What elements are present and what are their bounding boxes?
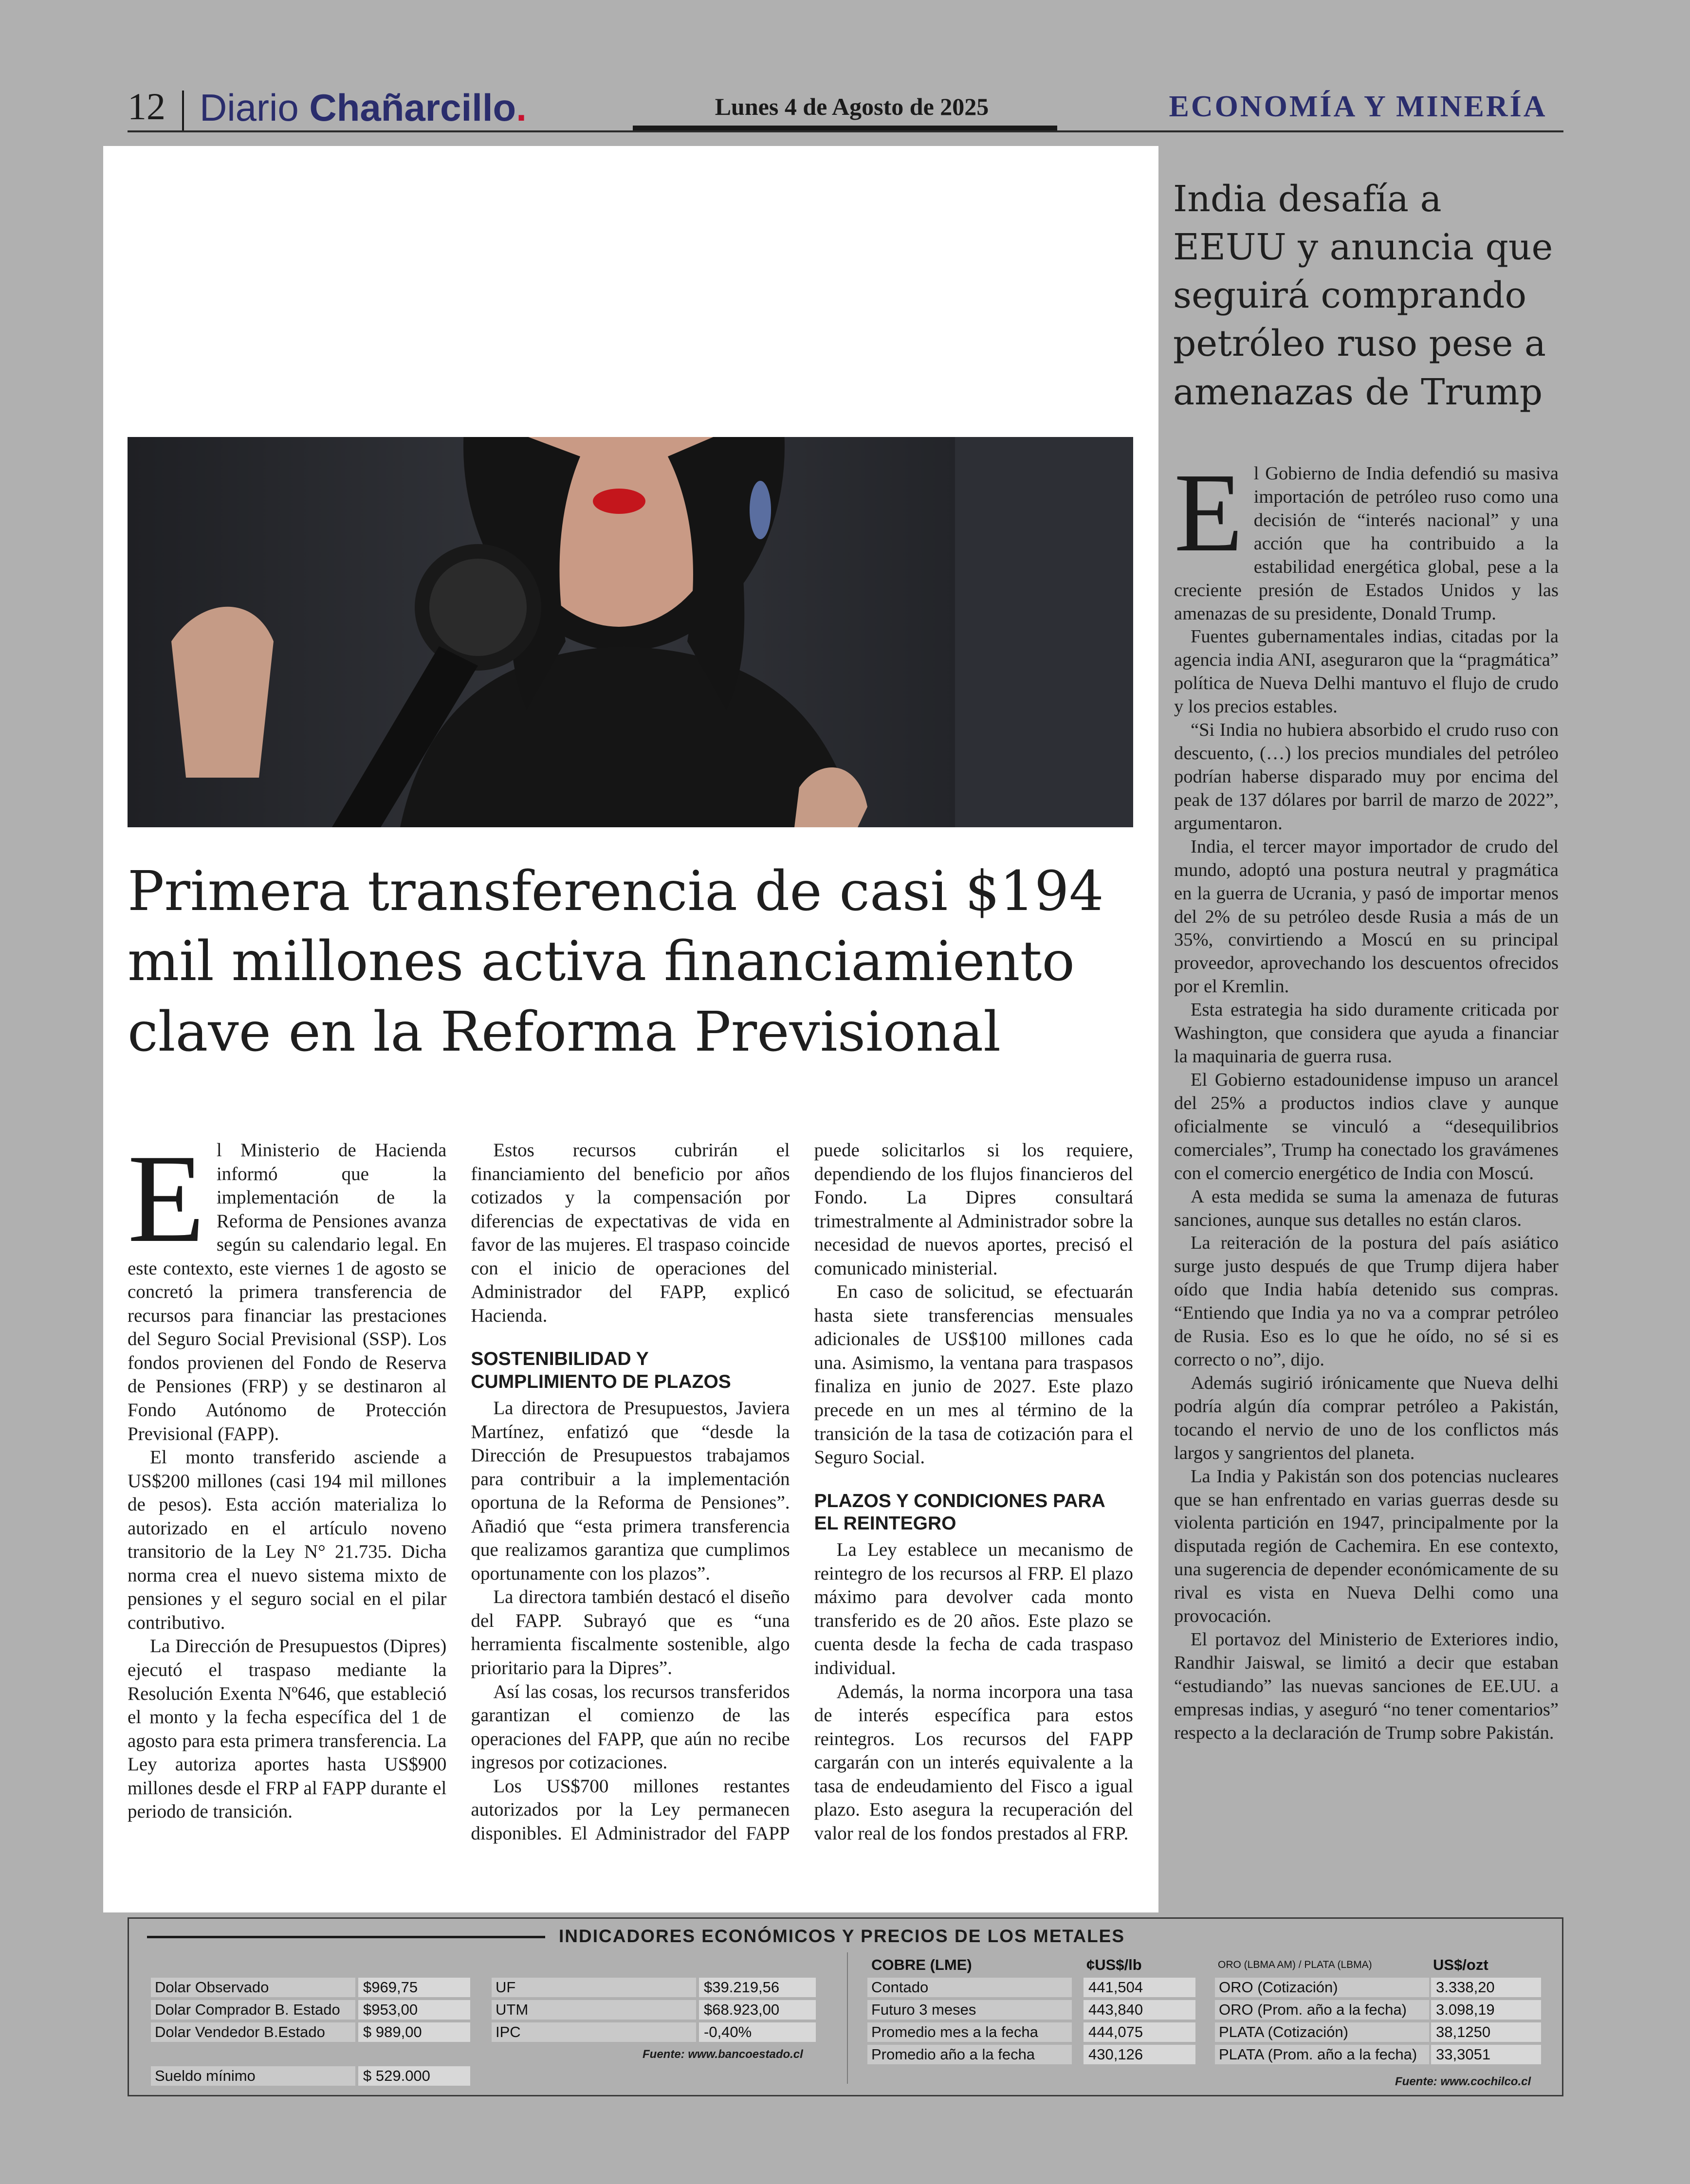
page-number: 12 [128,85,165,127]
side-paragraph: La India y Pakistán son dos potencias nucleares que se han enfrentado en varias guerras desde su violenta partición en 1947, principalmente por la disputada región de Cachemira. En ese contexto, una sugerencia de depender económicamente de su rival es vista en Nueva Delhi como una provocación. [1174,1466,1559,1627]
article-paragraph: En caso de solicitud, se efectuarán hasta siete transferencias mensuales adicionales de US$100 millones cada una. Asimismo, la ventana para traspasos finaliza en junio de 2027. Este plazo precede en un mes al término de la transición de la tasa de cotización para el Seguro Social. [814,1281,1133,1468]
indicators-title: INDICADORES ECONÓMICOS Y PRECIOS DE LOS METALES [545,1926,1139,1947]
copper-value: 430,126 [1084,2045,1195,2064]
indicator-value: $969,75 [358,1978,470,1997]
side-paragraph: A esta medida se suma la amenaza de futuras sanciones, aunque sus detalles no están claros. [1174,1186,1559,1230]
brand-light: Diario [200,86,310,129]
article-paragraph: La Dirección de Presupuestos (Dipres) ejecutó el traspaso mediante la Resolución Exenta Nº646, que estableció el monto y la fecha específica del 1 de agosto para esta primera transferencia. La Ley autoriza aportes hasta US$900 millones desde el FRP al FAPP durante el periodo de transición. [128,1636,447,1822]
indicator-label: Dolar Comprador B. Estado [151,2000,355,2020]
header-rule [128,130,1563,132]
main-article-body [128,1128,1133,1869]
indicator-value: $ 529.000 [358,2066,470,2086]
indicator-label: Sueldo mínimo [151,2066,355,2086]
article-paragraph: Estos recursos cubrirán el financiamiento del beneficio por años cotizados y la compensación por diferencias de expectativas de vida en favor de las mujeres. El traspaso coincide con el inicio de operaciones del Administrador del FAPP, explicó Hacienda. [471,1140,790,1326]
indicator-value: $68.923,00 [699,2000,816,2020]
side-paragraph: Esta estrategia ha sido duramente criticada por Washington, que considera que ayuda a financiar la maquinaria de guerra rusa. [1174,1000,1559,1067]
source-url: www.bancoestado.cl [688,2048,803,2061]
article-paragraph: El monto transferido asciende a US$200 millones (casi 194 mil millones de pesos). Esta acción materializa lo autorizado en el artículo noveno transitorio de la Ley N° 21.735. Dicha norma crea el nuevo sistema mixto de pensiones y el seguro social en el pilar contributivo. [128,1447,447,1633]
indicator-value: $953,00 [358,2000,470,2020]
indicator-value: $39.219,56 [699,1978,816,1997]
brand-bold: Chañarcillo [309,86,516,129]
metal-label: PLATA (Cotización) [1215,2022,1429,2042]
article-paragraph: La directora también destacó el diseño del FAPP. Subrayó que es “una herramienta fiscalmente sostenible, algo prioritario para la Dipres”. [471,1586,790,1678]
subheading: SOSTENIBILIDAD Y CUMPLIMIENTO DE PLAZOS [471,1348,731,1393]
side-paragraph: “Si India no hubiera absorbido el crudo ruso con descuento, (…) los precios mundiales del petróleo podrían haberse disparado muy por encima del peak de 137 dólares por barril de marzo de 2022”, argumentaron. [1174,720,1559,834]
indicator-label: Dolar Vendedor B.Estado [151,2022,355,2042]
copper-value: 443,840 [1084,2000,1195,2020]
metal-label: PLATA (Prom. año a la fecha) [1215,2045,1429,2064]
source-prefix: Fuente: [1395,2075,1441,2088]
article-paragraph: Así las cosas, los recursos transferidos garantizan el comienzo de las operaciones del FAPP, que aún no recibe ingresos por cotizaciones. [471,1681,790,1773]
side-paragraph: Fuentes gubernamentales indias, citadas por la agencia india ANI, aseguraron que la “pragmática” política de Nueva Delhi mantuvo el flujo de crudo y los precios estables. [1174,626,1559,717]
side-paragraph: El Gobierno estadounidense impuso un arancel del 25% a productos indios clave y aunque oficialmente se vinculó a “desequilibrios comerciales”, Trump ha conectado los gravámenes con el comercio energético de India con Moscú. [1174,1069,1559,1183]
article-paragraph: Además, la norma incorpora una tasa de interés específica para estos reintegros. Los recursos del FAPP cargarán con un interés equivalente a la tasa de endeudamiento del Fisco a igual plazo. Esto asegura la recuperación del valor real de los fondos prestados al FRP. [814,1681,1133,1844]
indicator-label: IPC [492,2022,696,2042]
copper-unit: ¢US$/lb [1086,1956,1142,1973]
paragraph-text: l Gobierno de India defendió su masiva importación de petróleo ruso como una decisión de “interés nacional” y una acción que ha contribuido a la estabilidad energética global, pese a la creciente presión de Estados Unidos y las amenazas de su presidente, Donald Trump. [1174,463,1559,624]
date-rule [633,126,1057,130]
copper-label: Contado [867,1978,1072,1997]
indicator-value: $ 989,00 [358,2022,470,2042]
metal-value: 3.098,19 [1431,2000,1541,2020]
side-paragraph: Además sugirió irónicamente que Nueva delhi podría algún día comprar petróleo a Pakistán, tocando el nervio de uno de los conflictos más largos y sangrientos del planeta. [1174,1372,1559,1463]
article-photo [128,437,1133,827]
side-headline: India desafía a EEUU y anuncia que seguirá comprando petróleo ruso pese a amenazas de Trump [1173,178,1553,413]
source-bancoestado [643,2048,803,2061]
copper-header: COBRE (LME) [871,1956,972,1973]
issue-date: Lunes 4 de Agosto de 2025 [715,93,989,120]
article-paragraph: La Ley establece un mecanismo de reintegro de los recursos al FRP. El plazo máximo para devolver cada monto transferido es de 20 años. Este plazo se cuenta desde la fecha de cada traspaso individual. [814,1539,1133,1678]
drop-cap: E [1174,450,1243,575]
source-url: www.cochilco.cl [1440,2075,1531,2088]
brand-divider [182,91,184,130]
brand-dot: . [516,86,527,129]
indicator-label: Dolar Observado [151,1978,355,1997]
article-paragraph [128,1128,447,1446]
paragraph-text: l Ministerio de Hacienda informó que la implementación de la Reforma de Pensiones avanza según su calendario legal. En este contexto, este viernes 1 de agosto se concretó la primera transferencia de recursos para financiar las prestaciones del Seguro Social Previsional (SSP). Los fondos provienen del Fondo de Reserva de Pensiones (FRP) y se destinaron al Fondo Autónomo de Protección Previsional (FAPP). [128,1140,447,1444]
newspaper-brand [200,86,527,129]
copper-value: 444,075 [1084,2022,1195,2042]
copper-label: Futuro 3 meses [867,2000,1072,2020]
article-paragraph: La directora de Presupuestos, Javiera Martínez, enfatizó que “desde la Dirección de Presupuestos trabajamos para contribuir a la implementación oportuna de la Reforma de Pensiones”. Añadió que “esta primera transferencia que realizamos garantiza que cumplimos oportunamente con los plazos”. [471,1397,790,1584]
side-paragraph: India, el tercer mayor importador de crudo del mundo, adoptó una postura neutral y pragmática en la guerra de Ucrania, y pasó de importar menos del 2% de su petróleo desde Rusia a más de un 35%, convirtiendo a Moscú en su principal proveedor, aprovechando los descuentos ofrecidos por el Kremlin. [1174,836,1559,997]
metal-value: 33,3051 [1431,2045,1541,2064]
side-paragraph: La reiteración de la postura del país asiático surge justo después de que Trump dijera haber oído que India había detenido sus compras. “Entiendo que India ya no va a comprar petróleo de Rusia. Eso es lo que he oído, no sé si es correcto o no”, dijo. [1174,1233,1559,1370]
speaker-photo-illustration [128,437,1133,827]
source-prefix: Fuente: [643,2048,688,2061]
side-paragraph [1174,450,1559,625]
indicators-divider [847,1952,848,2084]
metal-value: 38,1250 [1431,2022,1541,2042]
article-paragraph: Los US$700 millones restantes autorizados por la Ley permanecen disponibles. El Administrador del FAPP puede solicitarlos si los requiere, dependiendo de los flujos financieros del Fondo. La Dipres consultará trimestralmente al Administrador sobre la necesidad de nuevos aportes, precisó el comunicado ministerial. [471,1140,1133,1844]
subheading: PLAZOS Y CONDICIONES PARA EL REINTEGRO [814,1490,1105,1534]
main-headline: Primera transferencia de casi $194 mil millones activa financiamiento clave en la Reforma Previsional [128,860,1104,1064]
drop-cap: E [128,1128,205,1269]
metals-unit: US$/ozt [1433,1956,1488,1973]
indicator-label: UTM [492,2000,696,2020]
copper-label: Promedio mes a la fecha [867,2022,1072,2042]
metals-header: ORO (LBMA AM) / PLATA (LBMA) [1218,1959,1372,1970]
indicator-value: -0,40% [699,2022,816,2042]
metal-label: ORO (Prom. año a la fecha) [1215,2000,1429,2020]
indicator-label: UF [492,1978,696,1997]
metal-label: ORO (Cotización) [1215,1978,1429,1997]
copper-value: 441,504 [1084,1978,1195,1997]
copper-label: Promedio año a la fecha [867,2045,1072,2064]
section-title: ECONOMÍA Y MINERÍA [1169,90,1547,123]
metal-value: 3.338,20 [1431,1978,1541,1997]
source-cochilco [1395,2075,1531,2089]
side-article-body [1174,450,1559,1745]
side-paragraph: El portavoz del Ministerio de Exteriores indio, Randhir Jaiswal, se limitó a decir que estaban “estudiando” las nuevas sanciones de EE.UU. a empresas indias, y aseguró “no tener comentarios” respecto a la declaración de Trump sobre Pakistán. [1174,1629,1559,1743]
